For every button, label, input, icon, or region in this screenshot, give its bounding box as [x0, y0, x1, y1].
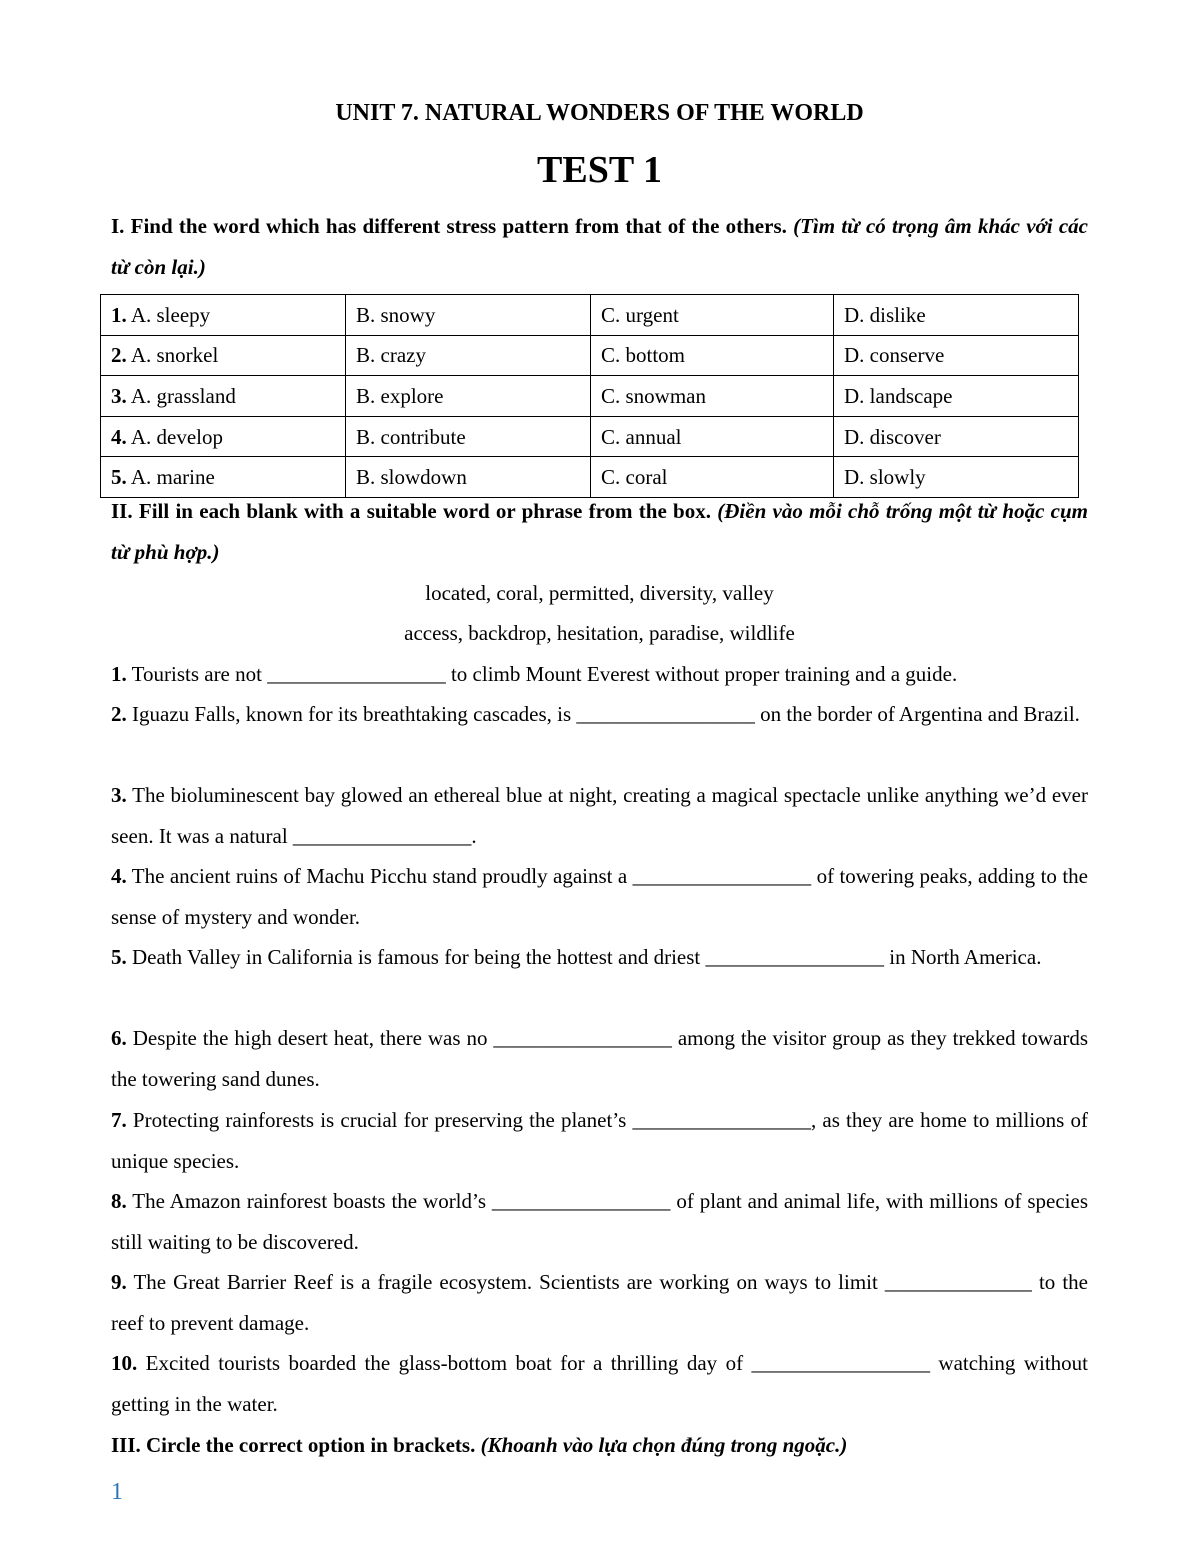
- question-text: Tourists are not _________________ to climb Mount Everest without proper training and a guide.: [131, 662, 958, 686]
- fill-question: [111, 1343, 1088, 1424]
- stress-option-b: [346, 335, 591, 376]
- test-title: TEST 1: [537, 149, 662, 191]
- stress-option-d: [834, 295, 1079, 336]
- question-number: 8.: [111, 1189, 127, 1213]
- stress-option-text: A. develop: [130, 424, 223, 449]
- stress-option-text: C. coral: [601, 465, 668, 490]
- question-text: Iguazu Falls, known for its breathtaking cascades, is _________________ on the border of Argentina and Brazil.: [132, 702, 1080, 726]
- stress-option-text: D. conserve: [844, 343, 945, 368]
- question-text: Excited tourists boarded the glass-bottom boat for a thrilling day of _________________ watching without getting in the water.: [111, 1351, 1088, 1416]
- stress-option-text: C. bottom: [601, 343, 686, 368]
- word-box-line-1: located, coral, permitted, diversity, valley: [425, 581, 774, 605]
- stress-row-number: 2.: [111, 343, 127, 368]
- section1-heading: [111, 206, 1088, 287]
- stress-option-c: [591, 376, 834, 417]
- question-number: 3.: [111, 783, 127, 807]
- question-text: The Great Barrier Reef is a fragile ecosystem. Scientists are working on ways to limit ______________ to the reef to prevent damage.: [111, 1270, 1088, 1335]
- question-number: 9.: [111, 1270, 127, 1294]
- question-text: The bioluminescent bay glowed an ethereal blue at night, creating a magical spectacle unlike anything we’d ever seen. It was a natural _________________.: [111, 783, 1088, 848]
- section1-heading-vn: (Tìm từ có trọng âm khác với các từ còn lại.): [111, 214, 1088, 279]
- stress-option-text: D. discover: [844, 424, 941, 449]
- question-text: Death Valley in California is famous for being the hottest and driest _________________ in North America.: [132, 945, 1042, 969]
- stress-option-c: [591, 295, 834, 336]
- stress-option-d: [834, 416, 1079, 457]
- stress-option-text: D. dislike: [844, 302, 926, 327]
- question-text: Protecting rainforests is crucial for preserving the planet’s _________________, as they are home to millions of unique species.: [111, 1108, 1088, 1173]
- question-number: 4.: [111, 864, 127, 888]
- stress-option-text: D. landscape: [844, 383, 953, 408]
- question-text: The Amazon rainforest boasts the world’s _________________ of plant and animal life, with millions of species still waiting to be discovered.: [111, 1189, 1089, 1254]
- stress-row: [101, 295, 1079, 336]
- question-text: Despite the high desert heat, there was no _________________ among the visitor group as they trekked towards the towering sand dunes.: [111, 1026, 1089, 1091]
- stress-option-text: C. urgent: [601, 302, 679, 327]
- fill-question: [111, 1262, 1088, 1343]
- stress-option-text: D. slowly: [844, 465, 926, 490]
- stress-option-b: [346, 416, 591, 457]
- question-number: 6.: [111, 1026, 127, 1050]
- stress-option-d: [834, 335, 1079, 376]
- stress-option-text: B. crazy: [356, 343, 426, 368]
- section2-heading-vn: (Điền vào mỗi chỗ trống một từ hoặc cụm từ phù hợp.): [111, 499, 1089, 564]
- stress-option-text: C. annual: [601, 424, 682, 449]
- stress-option-text: B. contribute: [356, 424, 466, 449]
- stress-option-text: A. sleepy: [130, 302, 211, 327]
- stress-option-c: [591, 335, 834, 376]
- stress-row-number: 4.: [111, 424, 127, 449]
- question-number: 7.: [111, 1108, 127, 1132]
- section1-heading-en: I. Find the word which has different stress pattern from that of the others.: [111, 214, 787, 238]
- stress-row: [101, 416, 1079, 457]
- unit-title: UNIT 7. NATURAL WONDERS OF THE WORLD: [335, 100, 864, 126]
- question-number: 2.: [111, 702, 127, 726]
- stress-table: [100, 294, 1079, 498]
- stress-row-number: 1.: [111, 302, 127, 327]
- stress-option-text: A. marine: [130, 465, 215, 490]
- stress-option-text: B. explore: [356, 383, 444, 408]
- question-number: 10.: [111, 1351, 138, 1375]
- word-box-line-2: access, backdrop, hesitation, paradise, wildlife: [404, 621, 795, 645]
- section3-heading-en: III. Circle the correct option in brackets.: [111, 1433, 476, 1457]
- question-text: The ancient ruins of Machu Picchu stand proudly against a _________________ of towering peaks, adding to the sense of mystery and wonder.: [111, 864, 1088, 929]
- fill-question: [111, 694, 1088, 735]
- question-number: 1.: [111, 662, 127, 686]
- section3-heading-vn: (Khoanh vào lựa chọn đúng trong ngoặc.): [480, 1433, 848, 1457]
- stress-option-text: A. snorkel: [130, 343, 219, 368]
- stress-option-a: [101, 335, 346, 376]
- stress-option-text: C. snowman: [601, 383, 706, 408]
- section2-heading-en: II. Fill in each blank with a suitable word or phrase from the box.: [111, 499, 711, 523]
- stress-option-text: B. slowdown: [356, 465, 467, 490]
- fill-question: [111, 1018, 1088, 1099]
- fill-question: [111, 856, 1088, 937]
- fill-question: [111, 654, 1088, 695]
- stress-row-number: 5.: [111, 465, 127, 490]
- page-number: 1: [111, 1479, 123, 1505]
- stress-option-a: [101, 416, 346, 457]
- stress-option-text: B. snowy: [356, 302, 436, 327]
- fill-question: [111, 1100, 1088, 1181]
- stress-row: [101, 335, 1079, 376]
- stress-option-b: [346, 295, 591, 336]
- stress-row-number: 3.: [111, 383, 127, 408]
- fill-question: [111, 775, 1088, 856]
- stress-option-c: [591, 416, 834, 457]
- stress-option-a: [101, 376, 346, 417]
- question-number: 5.: [111, 945, 127, 969]
- section3-heading: [111, 1425, 1088, 1466]
- fill-question: [111, 937, 1088, 978]
- stress-option-b: [346, 376, 591, 417]
- stress-option-text: A. grassland: [130, 383, 236, 408]
- fill-question: [111, 1181, 1088, 1262]
- stress-row: [101, 376, 1079, 417]
- stress-option-d: [834, 376, 1079, 417]
- section2-heading: [111, 491, 1088, 572]
- stress-option-a: [101, 295, 346, 336]
